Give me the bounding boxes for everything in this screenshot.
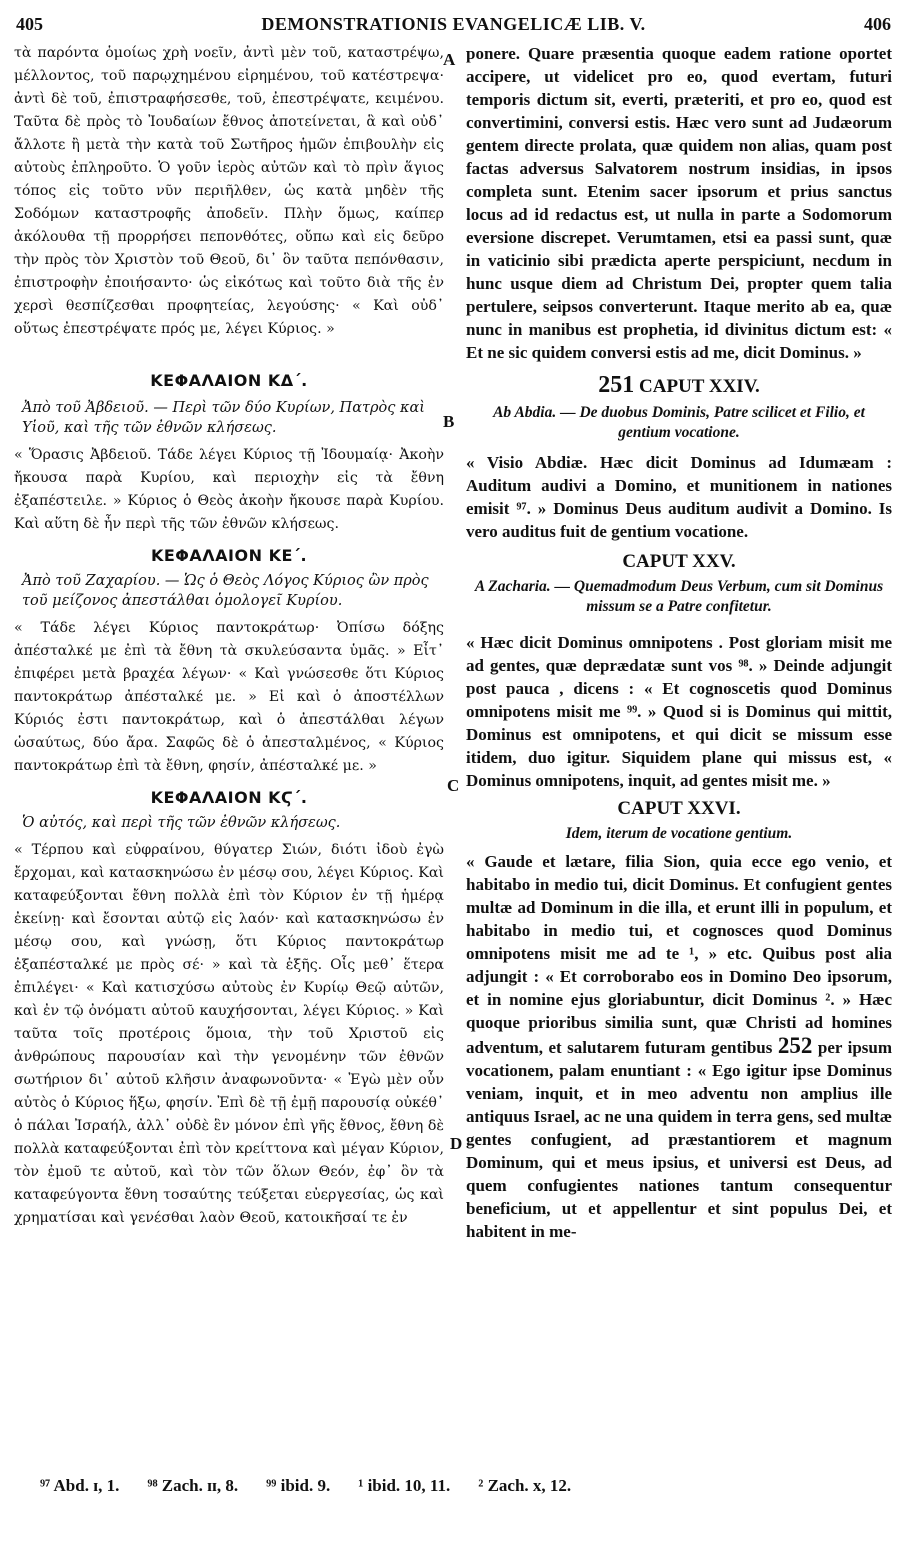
running-title: DEMONSTRATIONIS EVANGELICÆ LIB. V. xyxy=(261,14,646,34)
latin-chapter-heading-25: CAPUT XXV. xyxy=(622,551,736,572)
page-number-right: 406 xyxy=(864,14,891,34)
latin-chapter-text-24: « Visio Abdiæ. Hæc dicit Dominus ad Idumæam : Auditum audivi a Domino, et munitionem in nationes emisit ⁹⁷. » Dominus Deus auditum audivit a Domino. Is vero auditus fuit de gentium vocatione. xyxy=(466,453,892,541)
greek-chapter-subtitle-26: Ὁ αὐτός, καὶ περὶ τῆς τῶν ἐθνῶν κλήσεως. xyxy=(22,815,341,831)
column-number-252: 252 xyxy=(777,1033,813,1058)
latin-chapter-heading-24 xyxy=(466,372,892,399)
greek-chapter-subtitle-24: Ἀπὸ τοῦ Ἀβδειοῦ. — Περὶ τῶν δύο Κυρίων, Πατρὸς καὶ Υἱοῦ, καὶ τῆς τῶν ἐθνῶν κλήσεως. xyxy=(22,400,425,436)
greek-chapter-heading-26: ΚΕΦΑΛΑΙΟΝ ΚϚ΄. xyxy=(150,788,308,807)
footnotes xyxy=(40,1476,867,1496)
margin-marker-b: B xyxy=(443,412,455,431)
footnote-98: ⁹⁸ Zach. ɪɪ, 8. xyxy=(147,1476,239,1495)
margin-marker-a: A xyxy=(443,50,456,69)
margin-marker-c: C xyxy=(447,776,460,795)
running-header xyxy=(16,6,891,40)
latin-chapter-subtitle-25: A Zacharia. — Quemadmodum Deus Verbum, cum sit Dominus missum se a Patre confitetur. xyxy=(474,578,884,615)
greek-chapter-text-26: « Τέρπου καὶ εὐφραίνου, θύγατερ Σιών, διότι ἰδοὺ ἐγὼ ἔρχομαι, καὶ κατασκηνώσω ἐν μέσῳ σου, λέγει Κύριος. Καὶ καταφεύξονται ἔθνη πολλὰ ἐπὶ τὸν Κύριον ἐν τῇ ἡμέρᾳ ἐκείνῃ· καὶ ἔσονται αὐτῷ εἰς λαόν· καὶ κατασκηνώσω ἐν μέσῳ σου, καὶ γνώσῃ, ὅτι Κύριος παντοκράτωρ ἐξαπέσταλκέ με πρὸς σέ· » καὶ τὰ ἑξῆς. Οἷς μεθ᾽ ἕτερα ἐπιλέγει· « Καὶ κατισχύσω αὐτοὺς ἐν Κυρίῳ Θεῷ αὐτῶν, καὶ ἐν τῷ ὀνόματι αὐτοῦ καυχήσονται, λέγει Κύριος. » Καὶ ταῦτα τοῖς προτέροις ὅμοια, τὴν τοῦ Χριστοῦ εἰς ἀνθρώπους παρουσίαν καὶ τὴν γενομένην τῶν ἐθνῶν σωτήριον δι᾽ αὐτοῦ κλῆσιν ἀναφωνοῦντα· « Ἐγὼ μὲν οὖν αὐτὸς ὁ Κύριος ἥξω, φησίν. Ἐπὶ δὲ τῇ ἐμῇ παρουσίᾳ οὐκέθ᾽ ὁ πάλαι Ἰσραήλ, ἀλλ᾽ οὐδὲ ἓν μόνον ἐπὶ γῆς ἔθνος, ἔθνη δὲ πολλὰ καταφεύξονται ἐπὶ τὸν κρείττονα καὶ μέγαν Κύριον, τὸν ἐμοῦ τε αὐτοῦ, καὶ τὸν τῶν ὅλων Θεόν, ἐφ᾽ ὃν τὰ καταφεύγοντα ἔθνη τοσαύτης τεύξεται εὐεργεσίας, ὡς καὶ χρηματίσαι καὶ γενέσθαι λαὸν Θεοῦ, κατοικῆσαί τε ἐν xyxy=(14,842,444,1226)
footnote-2: ² Zach. x, 12. xyxy=(478,1476,572,1495)
greek-column xyxy=(14,42,444,1465)
latin-intro-paragraph: ponere. Quare præsentia quoque eadem ratione oportet accipere, ut videlicet pro eo, quod evertam, futuri temporis dictum sit, everti, præteriti, et pro eo, quod est convertimini, conversi estis. Hæc vero sunt ad Judæorum gentem directe prolata, quæ quidem non alias, quam post factas adversus Salvatorem nostrum insidias, in ipsos completa sunt. Etenim sacer ipsorum et prius sanctus locus ad id redactus est, ut nulla in parte a Sodomorum eversione discrepet. Verumtamen, etsi ea passi sunt, quæ in vaticinio sibi prædicta aperte perspiciunt, necdum in hunc usque diem ad Christum Dei, propter quem talia pertulere, seipsos converterunt. Itaque merito ab ea, quæ nunc in manibus est prophetia, id divinitus dictum est: « Et ne sic quidem conversi estis ad me, dicit Dominus. » xyxy=(466,44,892,362)
greek-chapter-text-25: « Τάδε λέγει Κύριος παντοκράτωρ· Ὀπίσω δόξης ἀπέσταλκέ με ἐπὶ τὰ ἔθνη τὰ σκυλεύσαντα ὑμᾶς. » Εἶτ᾽ ἐπιφέρει μετὰ βραχέα λέγων· « Καὶ γνώσεσθε ὅτι Κύριος παντοκράτωρ ἀπέσταλκέ με. » Εἰ καὶ ὁ ἀποστέλλων Κύριός ἐστι παντοκράτωρ, καὶ ὁ ἀπεστάλθαι λέγων ὡσαύτως, δύο ἄρα. Σαφῶς δὲ ὁ ἀπεσταλμένος, « Κύριος παντοκράτωρ ἐπὶ τὰ ἔθνη, φησίν, ἀπέσταλκέ με. » xyxy=(14,620,444,774)
latin-chapter-subtitle-24: Ab Abdia. — De duobus Dominis, Patre scilicet et Filio, et gentium vocatione. xyxy=(493,404,865,441)
greek-chapter-text-24: « Ὅρασις Ἀβδειοῦ. Τάδε λέγει Κύριος τῇ Ἰδουμαίᾳ· Ἀκοὴν ἤκουσα παρὰ Κυρίου, καὶ περιοχὴν εἰς τὰ ἔθνη ἐξαπέστειλε. » Κύριος ὁ Θεὸς ἀκοὴν ἤκουσε παρὰ Κυρίου. Καὶ αὕτη δὲ ἦν περὶ τῆς τῶν ἐθνῶν κλήσεως. xyxy=(14,447,444,532)
greek-chapter-subtitle-25: Ἀπὸ τοῦ Ζαχαρίου. — Ὡς ὁ Θεὸς Λόγος Κύριος ὢν πρὸς τοῦ μείζονος ἀπεστάλθαι ὁμολογεῖ Κυρίου. xyxy=(22,573,429,609)
latin-chapter-text-26-part1: « Gaude et lætare, filia Sion, quia ecce ego venio, et habitabo in medio tui, dicit Dominus. Et confugient gentes multæ ad Dominum in die illa, et erunt illi in populum, et habitabo in medio tui, et cognosces quod Dominus omnipotens misit me ad te ¹, » etc. Quibus post alia adjungit : « Et corroborabo eos in Domino Deo ipsorum, et in nomine ejus gloriabuntur, dicit Dominus ². » Hæc quoque prioribus similia sunt, quæ Christi ad homines adventum, et salutarem futuram gentibus xyxy=(466,852,892,1057)
greek-chapter-heading-25: ΚΕΦΑΛΑΙΟΝ ΚΕ΄. xyxy=(150,546,308,565)
footnote-97: ⁹⁷ Abd. ɪ, 1. xyxy=(40,1476,120,1495)
greek-intro-paragraph: τὰ παρόντα ὁμοίως χρὴ νοεῖν, ἀντὶ μὲν τοῦ, καταστρέψω, μέλλοντος, τοῦ παρῳχημένου εἰρημένου, τοῦ κατέστρεψα· ἀντὶ δὲ τοῦ, ἐπιστραφήσεσθε, τοῦ, ἐπεστρέψατε, κειμένου. Ταῦτα δὲ πρὸς τὸ Ἰουδαίων ἔθνος ἀποτείνεται, ἃ καὶ οὐδ᾽ ἄλλοτε ἢ μετὰ τὴν κατὰ τοῦ Σωτῆρος ἡμῶν ἐπιβουλὴν εἰς αὐτοὺς ἐπληροῦτο. Ὁ γοῦν ἱερὸς αὐτῶν καὶ τὸ πρὶν ἅγιος τόπος εἰς τοῦτο νῦν περιῆλθεν, ὡς κατὰ μηδὲν τῆς Σοδόμων καταστροφῆς ἀποδεῖν. Πλὴν ὅμως, καίπερ ἀκόλουθα τῇ προρρήσει πεπονθότες, οὔπω καὶ εἰς δεῦρο τὴν πρὸς τὸν Χριστὸν τοῦ Θεοῦ, δι᾽ ὃν ταῦτα πεπόνθασιν, ἐπιστροφὴν ἐποιήσαντο· ὡς εἰκότως καὶ τοῦτο διὰ τῆς ἐν χερσὶ θεσπίζεσθαι προφητείας, λεγούσης· « Καὶ οὐδ᾽ οὕτως ἐπεστρέψατε πρός με, λέγει Κύριος. » xyxy=(14,45,444,337)
latin-chapter-text-26-part2: per ipsum vocationem, palam enuntiant : « Ego igitur ipse Dominus veniam, inquit, et in meo adventu non amplius ille antiquus Israel, ac ne una quidem in terra gens, sed multæ gentes confugient, ad præstantiorem et magnum Dominum, qui et meus ipsius, et universi est Deus, ad quem confugientes nationes tantum consequentur beneficium, ut et appellentur et sint populus Dei, et habitent in me- xyxy=(466,1038,893,1241)
latin-chapter-subtitle-26: Idem, iterum de vocatione gentium. xyxy=(565,825,793,842)
latin-chapter-text-26 xyxy=(466,850,892,1243)
column-number-251: 251 xyxy=(598,372,635,398)
latin-chapter-heading-26: CAPUT XXVI. xyxy=(617,798,741,819)
margin-marker-d: D xyxy=(450,1134,463,1153)
footnote-99: ⁹⁹ ibid. 9. xyxy=(266,1476,331,1495)
latin-column xyxy=(466,42,892,1465)
latin-chapter-text-25: « Hæc dicit Dominus omnipotens . Post gloriam misit me ad gentes, quæ deprædatæ sunt vos ⁹⁸. » Deinde adjungit post pauca , dicens : « Et cognoscetis quod Dominus omnipotens misit me ⁹⁹. » Quod si is Dominus qui mittit, Dominus est omnipotens, et qui dicit se missum esse itidem, duo igitur. Siquidem plane qui missus est, « Dominus omnipotens, inquit, ad gentes misit me. » xyxy=(466,633,892,790)
latin-chapter-title-24: CAPUT XXIV. xyxy=(639,376,760,397)
page-number-left: 405 xyxy=(16,14,43,34)
footnote-1: ¹ ibid. 10, 11. xyxy=(358,1476,451,1495)
greek-chapter-heading-24: ΚΕΦΑΛΑΙΟΝ ΚΔ΄. xyxy=(150,371,308,390)
